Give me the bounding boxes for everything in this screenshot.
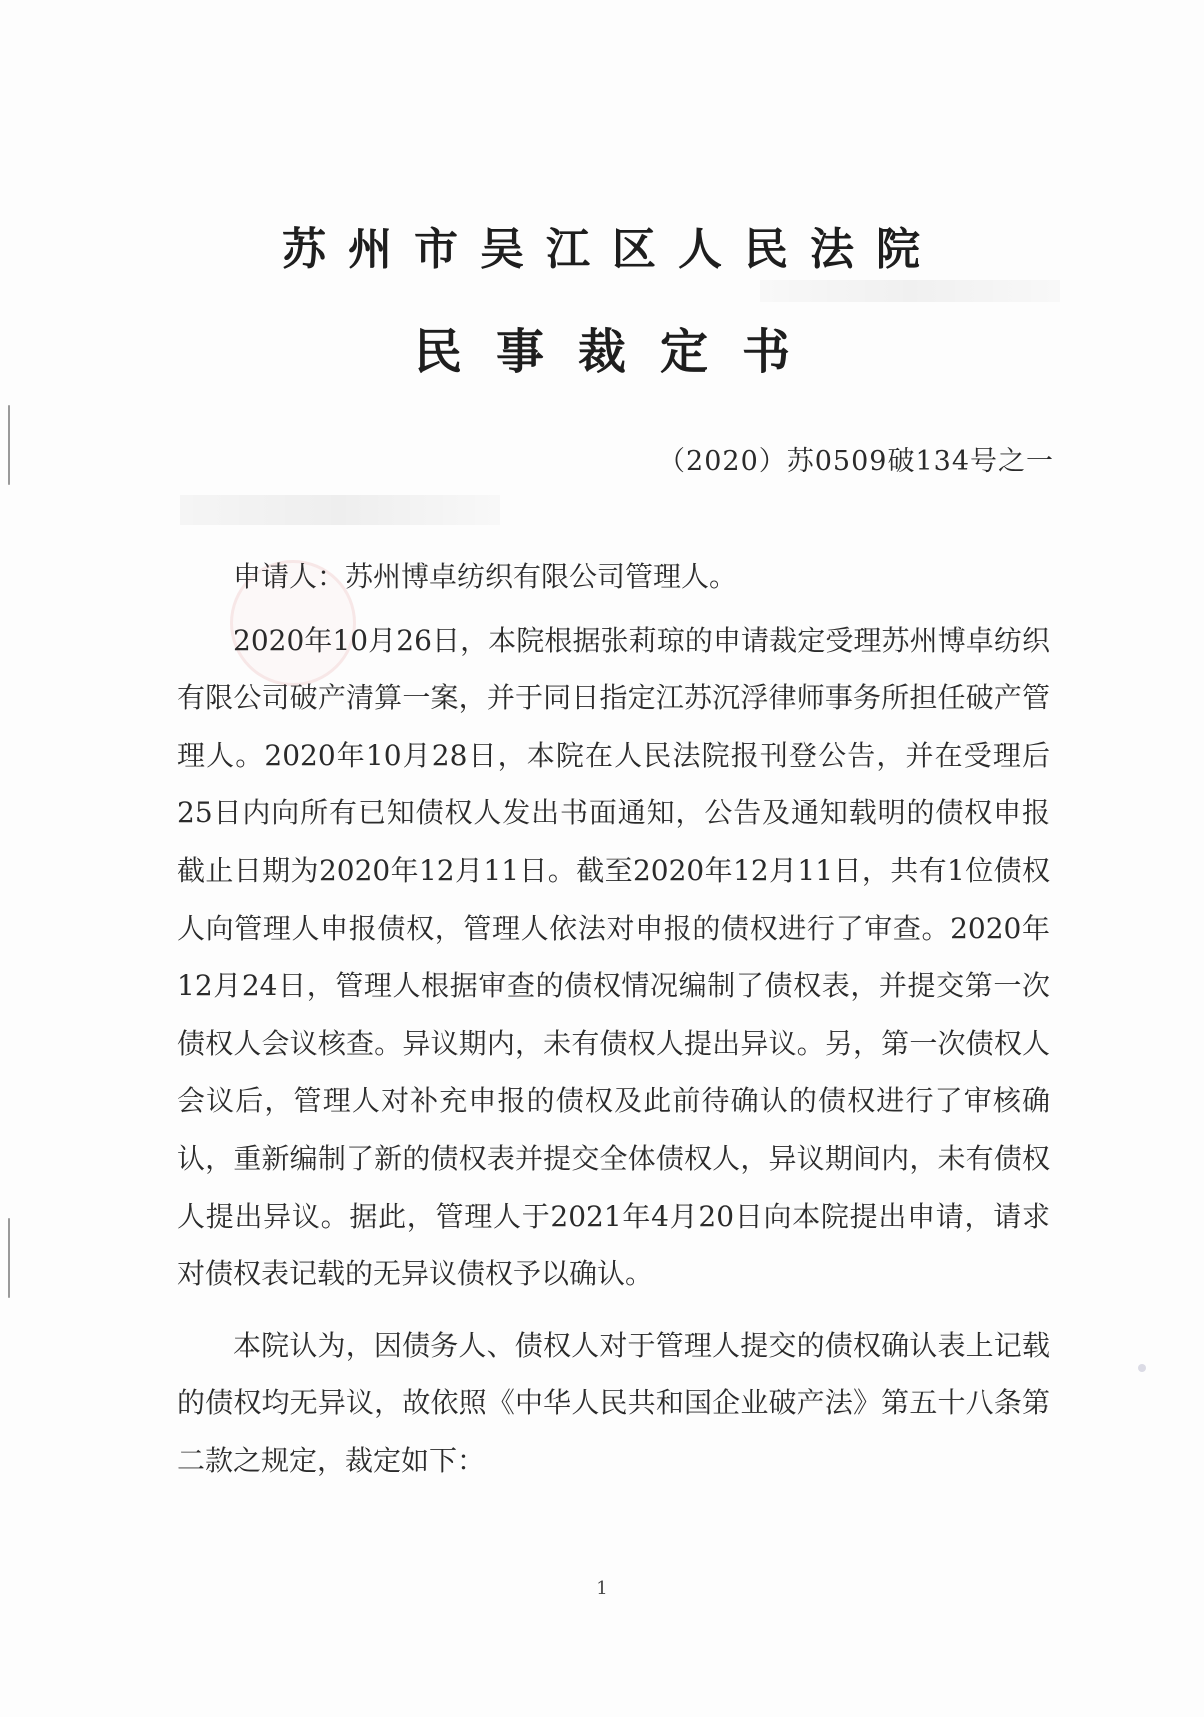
document-type-title: 民事裁定书: [413, 324, 824, 380]
scan-bleed-through: [180, 495, 500, 525]
case-number: （2020）苏0509破134号之一: [658, 446, 1054, 477]
facts-paragraph: 2020年10月26日，本院根据张莉琼的申请裁定受理苏州博卓纺织有限公司破产清算一案，并于同日指定江苏沉浮律师事务所担任破产管理人。2020年10月28日，本院在人民法院报刊登公告，并在受理后25日内向所有已知债权人发出书面通知，公告及通知载明的债权申报截止日期为2020年12月11日。截至2020年12月11日，共有1位债权人向管理人申报债权，管理人依法对申报的债权进行了审查。2020年12月24日，管理人根据审查的债权情况编制了债权表，并提交第一次债权人会议核查。异议期内，未有债权人提出异议。另，第一次债权人会议后，管理人对补充申报的债权及此前待确认的债权进行了审核确认，重新编制了新的债权表并提交全体债权人，异议期间内，未有债权人提出异议。据此，管理人于2021年4月20日向本院提出申请，请求对债权表记载的无异议债权予以确认。: [177, 623, 1050, 1291]
scan-edge-mark: [8, 405, 10, 485]
scan-bleed-through: [760, 280, 1060, 302]
ruling-body: [177, 548, 1050, 1490]
court-name: 苏州市吴江区人民法院: [282, 224, 942, 275]
scan-dot: [1138, 1364, 1146, 1372]
scan-edge-mark: [8, 1218, 10, 1298]
applicant-line: 申请人：苏州博卓纺织有限公司管理人。: [233, 560, 738, 593]
page-number: 1: [596, 1578, 608, 1599]
reasoning-paragraph: 本院认为，因债务人、债权人对于管理人提交的债权确认表上记载的债权均无异议，故依照《中华人民共和国企业破产法》第五十八条第二款之规定，裁定如下：: [177, 1328, 1050, 1477]
